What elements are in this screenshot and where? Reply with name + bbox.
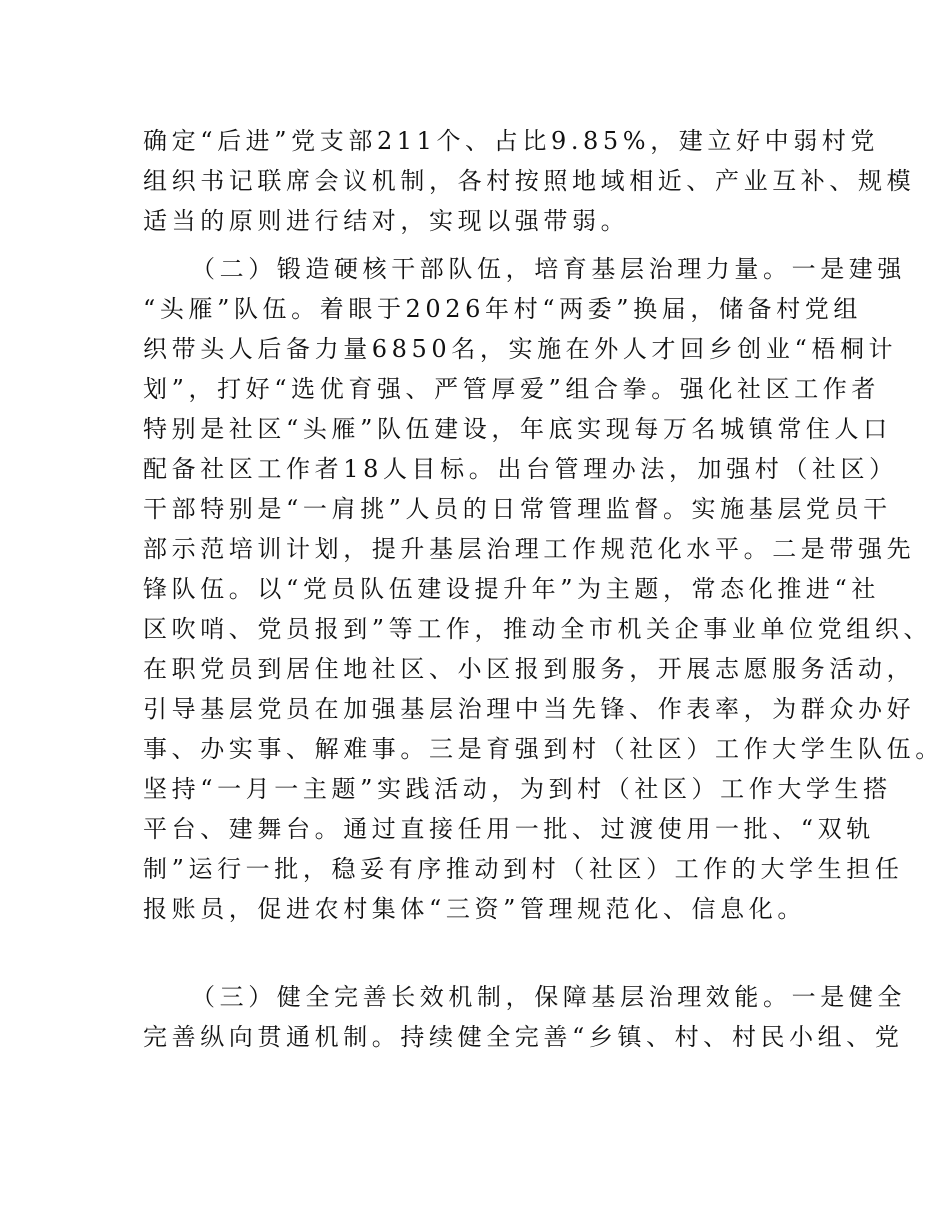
text-line: 适当的原则进行结对，实现以强带弱。 bbox=[143, 207, 630, 235]
text-line: 在职党员到居住地社区、小区报到服务，开展志愿服务活动， bbox=[143, 655, 916, 683]
text-line: 组织书记联席会议机制，各村按照地域相近、产业互补、规模 bbox=[143, 167, 916, 195]
text-line: 事、办实事、解难事。三是育强到村（社区）工作大学生队伍。 bbox=[143, 735, 944, 763]
text-line: 完善纵向贯通机制。持续健全完善“乡镇、村、村民小组、党 bbox=[143, 1023, 904, 1051]
text-line: 报账员，促进农村集体“三资”管理规范化、信息化。 bbox=[143, 895, 806, 923]
text-line: 区吹哨、党员报到”等工作，推动全市机关企事业单位党组织、 bbox=[143, 615, 933, 643]
text-line: 引导基层党员在加强基层治理中当先锋、作表率，为群众办好 bbox=[143, 695, 916, 723]
paragraph-gap bbox=[143, 241, 833, 249]
document-body bbox=[143, 121, 944, 1057]
paragraph-1 bbox=[143, 121, 916, 241]
text-line: 部示范培训计划，提升基层治理工作规范化水平。二是带强先 bbox=[143, 535, 916, 563]
text-line: 坚持“一月一主题”实践活动，为到村（社区）工作大学生搭 bbox=[143, 775, 892, 803]
text-line: 特别是社区“头雁”队伍建设，年底实现每万名城镇常住人口 bbox=[143, 415, 892, 443]
text-line: 制”运行一批，稳妥有序推动到村（社区）工作的大学生担任 bbox=[143, 855, 904, 883]
text-line: （三）健全完善长效机制，保障基层治理效能。一是健全 bbox=[191, 983, 906, 1011]
paragraph-3 bbox=[143, 977, 906, 1057]
text-line: 锋队伍。以“党员队伍建设提升年”为主题，常态化推进“社 bbox=[143, 575, 881, 603]
paragraph-2 bbox=[143, 249, 944, 969]
text-line: （二）锻造硬核干部队伍，培育基层治理力量。一是建强 bbox=[191, 255, 906, 283]
text-line: “头雁”队伍。着眼于2026年村“两委”换届，储备村党组 bbox=[143, 295, 862, 323]
text-line: 平台、建舞台。通过直接任用一批、过渡使用一批、“双轨 bbox=[143, 815, 875, 843]
text-line bbox=[143, 929, 833, 969]
text-line: 干部特别是“一肩挑”人员的日常管理监督。实施基层党员干 bbox=[143, 495, 892, 523]
text-line: 织带头人后备力量6850名，实施在外人才回乡创业“梧桐计 bbox=[143, 335, 898, 363]
text-line: 确定“后进”党支部211个、占比9.85%，建立好中弱村党 bbox=[143, 127, 879, 155]
paragraph-gap bbox=[143, 969, 833, 977]
text-line: 配备社区工作者18人目标。出台管理办法，加强村（社区） bbox=[143, 455, 898, 483]
text-line: 划”，打好“选优育强、严管厚爱”组合拳。强化社区工作者 bbox=[143, 375, 881, 403]
